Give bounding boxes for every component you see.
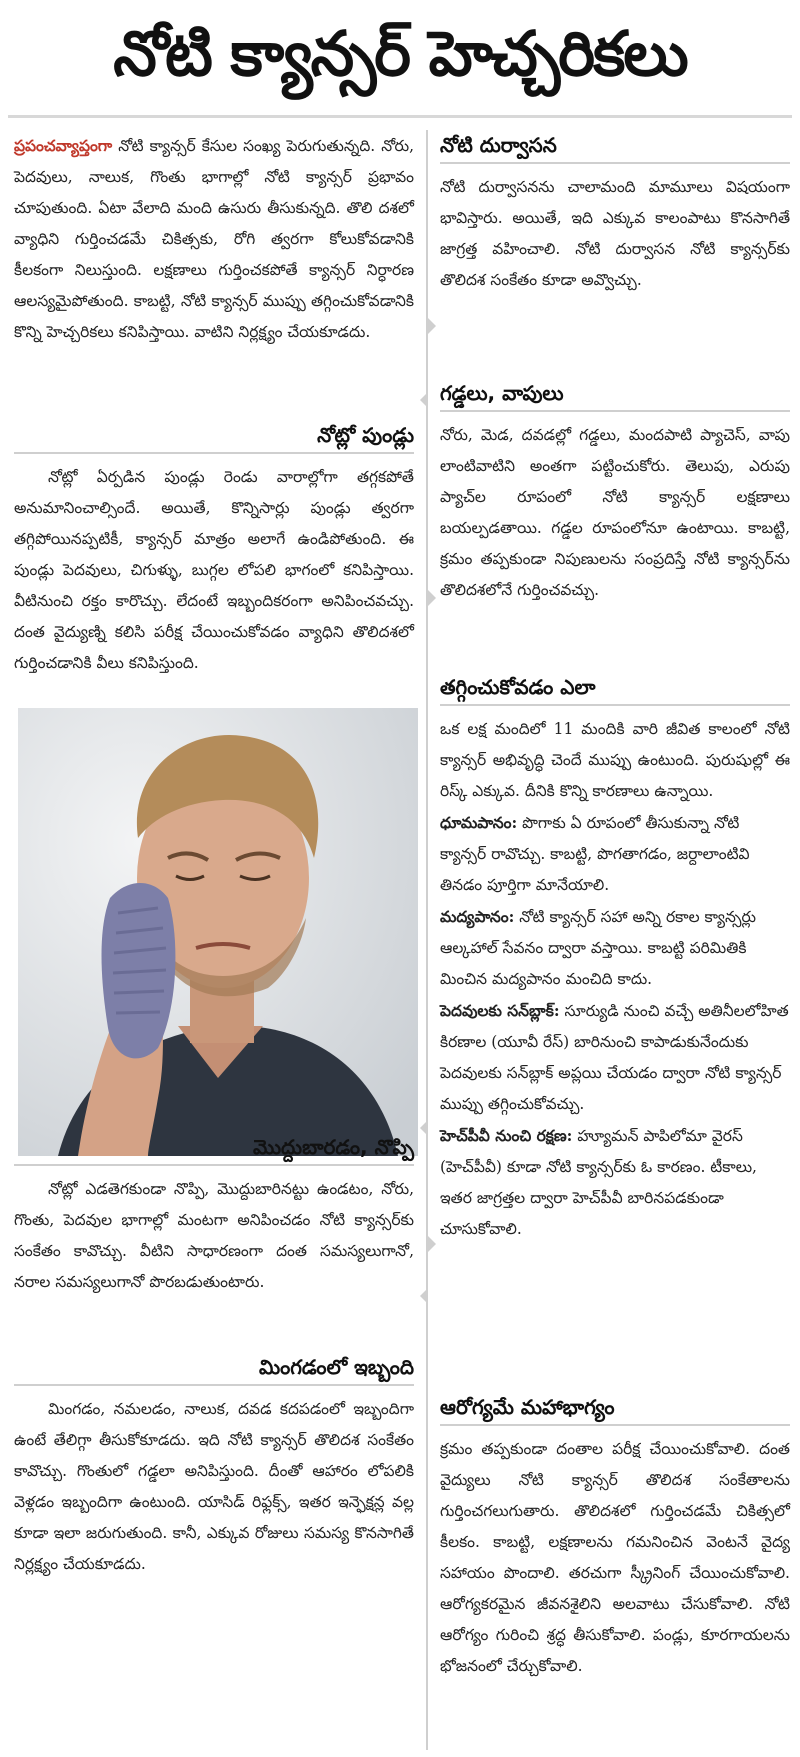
right-column bbox=[440, 130, 790, 1745]
item-text: పొగాకు ఏ రూపంలో తీసుకున్నా నోటి క్యాన్సర్ రావొచ్చు. కాబట్టి, పొగతాగడం, జర్దాలాంటివి తినడం పూర్తిగా మానేయాలి. bbox=[440, 814, 750, 894]
item-text: నోటి క్యాన్సర్ సహా అన్ని రకాల క్యాన్సర్లు ఆల్కహాల్ సేవనం ద్వారా వస్తాయి. కాబట్టి పరిమితికి మించిన మద్యపానం మంచిది కాదు. bbox=[440, 908, 756, 988]
photo-man-toothache bbox=[18, 708, 418, 1156]
divider-notch bbox=[420, 1120, 428, 1136]
intro-lead-word: ప్రపంచవ్యాప్తంగా bbox=[14, 136, 113, 155]
section-body: ఒక లక్ష మందిలో 11 మందికి వారి జీవిత కాలంలో నోటి క్యాన్సర్ అభివృద్ధి చెందే ముప్పు ఉంటుంది. పురుషుల్లో ఈ రిస్క్ ఎక్కువ. దీనికి కొన్ని కారణాలు ఉన్నాయి. bbox=[440, 720, 790, 800]
section-numbness-pain bbox=[14, 1132, 414, 1298]
section-rule bbox=[14, 1384, 414, 1386]
section-title: నోటి దుర్వాసన bbox=[440, 133, 557, 157]
prevention-item-alcohol bbox=[440, 901, 790, 995]
section-body: నోట్లో ఎడతెగకుండా నొప్పి, మొద్దుబారినట్టు ఉండటం, నోరు, గొంతు, పెదవుల భాగాల్లో మంటగా అనిపించడం నోటి క్యాన్సర్‌కు సంకేతం కావొచ్చు. వీటిని సాధారణంగా దంత సమస్యలుగానో, నరాల సమస్యలుగానో పొరబడుతుంటారు. bbox=[14, 1180, 414, 1291]
prevention-item-sunblock bbox=[440, 995, 790, 1120]
section-bad-breath bbox=[440, 130, 790, 296]
section-prevention bbox=[440, 672, 790, 1245]
divider-notch bbox=[428, 318, 436, 334]
item-label: పెదవులకు సన్‌బ్లాక్: bbox=[440, 1001, 560, 1020]
left-column bbox=[14, 130, 414, 1745]
item-label: మద్యపానం: bbox=[440, 907, 515, 926]
intro-section bbox=[14, 130, 414, 348]
section-body: నోరు, మెడ, దవడల్లో గడ్డలు, మందపాటి ప్యాచెస్, వాపు లాంటివాటిని అంతగా పట్టించుకోరు. తెలుపు, ఎరుపు ప్యాచ్‌ల రూపంలో నోటి క్యాన్సర్ లక్షణాలు బయల్పడతాయి. గడ్డల రూపంలోనూ ఉంటాయి. కాబట్టి, క్రమం తప్పకుండా నిపుణులను సంప్రదిస్తే నోటి క్యాన్సర్‌ను తొలిదశలోనే గుర్తించవచ్చు. bbox=[440, 426, 790, 599]
section-rule bbox=[14, 1164, 414, 1166]
section-rule bbox=[440, 704, 790, 706]
divider-notch bbox=[420, 1288, 428, 1304]
item-label: హెచ్‌పీవీ నుంచి రక్షణ: bbox=[440, 1126, 573, 1145]
section-rule bbox=[440, 1424, 790, 1426]
section-title: నోట్లో పుండ్లు bbox=[317, 423, 414, 447]
divider-notch bbox=[420, 392, 428, 408]
section-mouth-sores bbox=[14, 420, 414, 679]
section-body: క్రమం తప్పకుండా దంతాల పరీక్ష చేయించుకోవాలి. దంత వైద్యులు నోటి క్యాన్సర్ తొలిదశ సంకేతాలను గుర్తించగలుగుతారు. తొలిదశలో గుర్తించడమే చికిత్సలో కీలకం. కాబట్టి, లక్షణాలను గమనించిన వెంటనే వైద్య సహాయం పొందాలి. తరచుగా స్క్రీనింగ్ చేయించుకోవాలి. ఆరోగ్యకరమైన జీవనశైలిని అలవాటు చేసుకోవాలి. నోటి ఆరోగ్యం గురించి శ్రద్ధ తీసుకోవాలి. పండ్లు, కూరగాయలను భోజనంలో చేర్చుకోవాలి. bbox=[440, 1440, 790, 1675]
photo-illustration bbox=[18, 708, 418, 1156]
item-label: ధూమపానం: bbox=[440, 813, 518, 832]
headline: నోటి క్యాన్సర్ హెచ్చరికలు bbox=[8, 6, 792, 118]
section-title: ఆరోగ్యమే మహాభాగ్యం bbox=[440, 1395, 615, 1419]
item-text: సూర్యుడి నుంచి వచ్చే అతినీలలోహిత కిరణాల (యూవీ రేస్) బారినుంచి కాపాడుకునేందుకు పెదవులకు సన్‌బ్లాక్ అప్లయి చేయడం ద్వారా నోటి క్యాన్సర్ ముప్పు తగ్గించుకోవచ్చు. bbox=[440, 1002, 789, 1113]
section-health-is-wealth bbox=[440, 1392, 790, 1682]
section-rule bbox=[14, 452, 414, 454]
prevention-item-smoking bbox=[440, 807, 790, 901]
divider-notch bbox=[428, 590, 436, 606]
section-rule bbox=[440, 410, 790, 412]
intro-body: నోటి క్యాన్సర్ కేసుల సంఖ్య పెరుగుతున్నది. నోరు, పెదవులు, నాలుక, గొంతు భాగాల్లో నోటి క్యాన్సర్ ప్రభావం చూపుతుంది. ఏటా వేలాది మంది ఉసురు తీసుకున్నది. తొలి దశలో వ్యాధిని గుర్తించడమే చికిత్సకు, రోగి త్వరగా కోలుకోవడానికి కీలకంగా నిలుస్తుంది. లక్షణాలు గుర్తించకపోతే క్యాన్సర్ నిర్ధారణ ఆలస్యమైపోతుంది. కాబట్టి, నోటి క్యాన్సర్ ముప్పు తగ్గించుకోవడానికి కొన్ని హెచ్చరికలు కనిపిస్తాయి. వాటిని నిర్లక్ష్యం చేయకూడదు. bbox=[14, 137, 414, 341]
section-body: నోట్లో ఏర్పడిన పుండ్లు రెండు వారాల్లోగా తగ్గకపోతే అనుమానించాల్సిందే. అయితే, కొన్నిసార్లు పుండ్లు త్వరగా తగ్గిపోయినప్పటికీ, క్యాన్సర్ మాత్రం అలాగే ఉండిపోతుంది. ఈ పుండ్లు పెదవులు, చిగుళ్ళు, బుగ్గల లోపలి భాగంలో కనిపిస్తాయి. వీటినుంచి రక్తం కారొచ్చు. లేదంటే ఇబ్బందికరంగా అనిపించవచ్చు. దంత వైద్యుణ్ని కలిసి పరీక్ష చేయించుకోవడం వ్యాధిని తొలిదశలో గుర్తించడానికి వీలు కనిపిస్తుంది. bbox=[14, 468, 414, 672]
section-body: మింగడం, నమలడం, నాలుక, దవడ కదపడంలో ఇబ్బందిగా ఉంటే తేలిగ్గా తీసుకోకూడదు. ఇది నోటి క్యాన్సర్ తొలిదశ సంకేతం కావొచ్చు. గొంతులో గడ్డలా అనిపిస్తుంది. దీంతో ఆహారం లోపలికి వెళ్లడం ఇబ్బందిగా ఉంటుంది. యాసిడ్ రిఫ్లక్స్, ఇతర ఇన్ఫెక్షన్ల వల్ల కూడా ఇలా జరుగుతుంది. కానీ, ఎక్కువ రోజులు సమస్య కొనసాగితే నిర్లక్ష్యం చేయకూడదు. bbox=[14, 1400, 414, 1573]
column-divider bbox=[426, 130, 428, 1750]
item-text: హ్యూమన్ పాపిలోమా వైరస్ (హెచ్‌పీవీ) కూడా నోటి క్యాన్సర్‌కు ఓ కారణం. టీకాలు, ఇతర జాగ్రత్తల ద్వారా హెచ్‌పీవీ బారినపడకుండా చూసుకోవాలి. bbox=[440, 1127, 757, 1238]
prevention-item-hpv bbox=[440, 1120, 790, 1245]
section-title: తగ్గించుకోవడం ఎలా bbox=[440, 675, 596, 699]
section-swallowing-difficulty bbox=[14, 1352, 414, 1580]
section-lumps-swelling bbox=[440, 378, 790, 606]
section-rule bbox=[440, 162, 790, 164]
intro-text bbox=[14, 130, 414, 348]
section-title: మింగడంలో ఇబ్బంది bbox=[258, 1355, 414, 1379]
section-body: నోటి దుర్వాసనను చాలామంది మామూలు విషయంగా భావిస్తారు. అయితే, ఇది ఎక్కువ కాలంపాటు కొనసాగితే జాగ్రత్త వహించాలి. నోటి దుర్వాసన నోటి క్యాన్సర్‌కు తొలిదశ సంకేతం కూడా అవ్వొచ్చు. bbox=[440, 178, 790, 289]
divider-notch bbox=[428, 1236, 436, 1252]
section-title: మొద్దుబారడం, నొప్పి bbox=[252, 1135, 414, 1159]
section-title: గడ్డలు, వాపులు bbox=[440, 381, 564, 405]
